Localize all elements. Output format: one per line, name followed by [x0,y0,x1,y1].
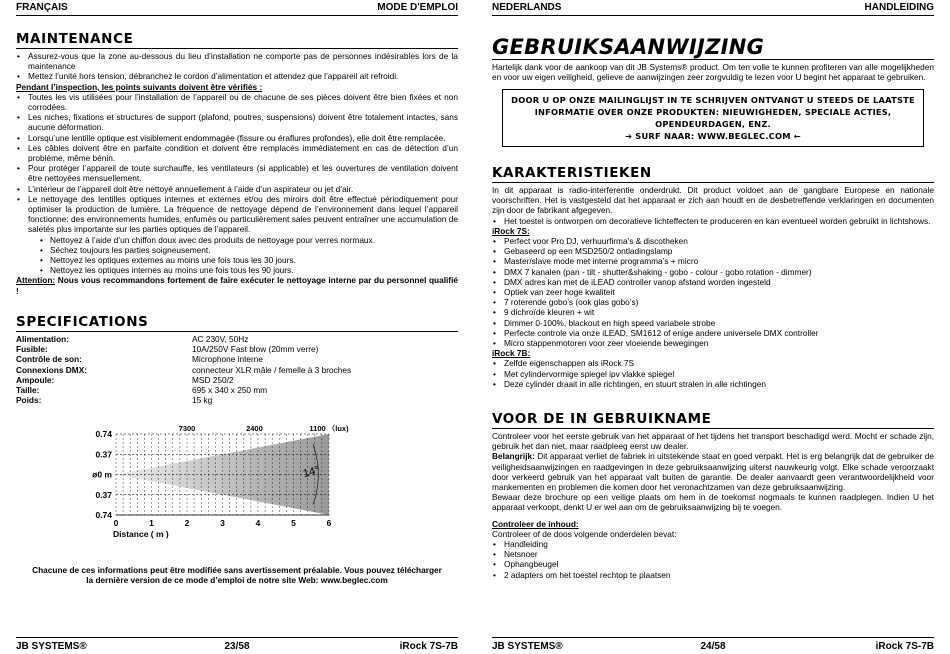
spec-label: Alimentation: [16,334,70,344]
features-title: KARAKTERISTIEKEN [492,166,934,183]
x-tick-label: 5 [291,518,296,528]
page-footer [492,637,934,652]
list-item: • Toutes les vis utilisées pour l’installation de l’appareil ou de chacune de ses pièces doivent être bien fixées et non corrodées. [16,92,458,112]
list-item: • Dimmer 0-100%, blackout en high speed variabele strobe [492,318,934,328]
before-use-p3: Bewaar deze brochure op een veilige plaats om hem in de toekomst nogmaals te kunnen raadplegen. Indien U het apparaat verkoopt, denkt U er wel aan om de gebruiksaanwijzing bij te voegen. [492,492,934,513]
list-item: • Perfecte controle via onze iLEAD, SM1612 of enige andere universele DMX controller [492,328,934,338]
header-doc-type: MODE D'EMPLOI [377,2,458,13]
list-item: • Nettoyez les optiques externes au moins une fois tous les 30 jours. [16,255,458,265]
beam-diagram [74,422,414,542]
x-tick-label: 6 [326,518,332,528]
irock7s-label: iRock 7S: [492,225,530,236]
x-tick-label: 2 [184,518,190,528]
list-item: • Les câbles doivent être en parfaite condition et doivent être remplacés immédiatement en cas de détection d’un problème, même bénin. [16,143,458,163]
list-item: • Optiek van zeer hoge kwaliteit [492,287,934,297]
list-item: • 7 roterende gobo’s (ook glas gobo’s) [492,297,934,307]
list-item: • Le nettoyage des lentilles optiques internes et externes et/ou des miroirs doit être effectué périodiquement pour optimiser la production de lumière. La fréquence de nettoyage dépend de l’environnement dans lequel l’appareil fonctionne: des environnements humides, enfumés ou particulièrement sales peuvent entraîner une accumulation de saletés plus importante sur les parties optiques de l’appareil. [16,194,458,235]
list-item: • Gebaseerd op een MSD250/2 ontladingslamp [492,246,934,256]
features-section [492,166,934,389]
specifications-title: SPECIFICATIONS [16,315,458,332]
specifications-section [16,315,458,405]
header-doc-type: HANDLEIDING [864,2,934,13]
spec-label: Contrôle de son: [16,354,82,365]
x-axis-label: Distance ( m ) [113,529,169,539]
list-item: • Zelfde eigenschappen als iRock 7S [492,358,934,368]
inspection-heading: Pendant l’inspection, les points suivants doivent être vérifiés : [16,81,263,92]
list-item: • Handleiding [492,539,934,549]
y-tick-label: ø0 m [92,469,112,480]
before-use-section [492,412,934,580]
maintenance-section [16,32,458,296]
footer-model: iRock 7S-7B [399,641,458,652]
mailing-text: DOOR U OP ONZE MAILINGLIJST IN TE SCHRIJVEN ONTVANGT U STEEDS DE LAATSTE INFORMATIE OVER ONZE PRODUKTEN: NIEUWIGHEDEN, SPECIALE ACTIES, OPENDEURDAGEN, ENZ. [511,95,915,130]
mailing-link[interactable]: ➔ SURF NAAR: WWW.BEGLEC.COM ← [625,131,801,142]
list-item: • Les niches, fixations et structures de support (plafond, poutres, suspensions) doivent être totalement intactes, sans aucune déformation. [16,112,458,132]
list-item: • Met cylindervormige spiegel ipv vlakke spiegel [492,369,934,379]
important-text: Dit apparaat verliet de fabriek in uitstekende staat en goed verpakt. Het is erg belangrijk dat de gebruiker de veiligheidsaanwijzingen en raadgevingen in deze gebruiksaanwijzing uiterst nauwkeurig volgt. Elke schade veroorzaakt door verkeerd gebruik van het apparaat valt buiten de garantie. De dealer aanvaardt geen verantwoordelijkheid voor mankementen en problemen die komen door het veronachtzamen van deze gebruiksaanwijzing. [492,451,934,493]
footer-model: iRock 7S-7B [875,641,934,652]
y-tick-label: 0.74 [95,429,112,439]
list-item: • Perfect voor Pro DJ, verhuurfirma’s & discotheken [492,236,934,246]
irock7b-label: iRock 7B: [492,348,531,359]
disclaimer-note: Chacune de ces informations peut être modifiée sans avertissement préalable. Vous pouvez télécharger la dernière version de ce mode d’emploi de notre site Web: www.beglec.com [32,565,442,586]
left-page [0,0,474,654]
footer-brand: JB SYSTEMS® [16,641,87,652]
right-page [476,0,950,654]
maintenance-list [16,51,458,82]
manual-title: GEBRUIKSAANWIJZING [492,36,934,60]
attention-text: Nous vous recommandons fortement de faire exécuter le nettoyage interne par du personnel qualifié ! [16,275,458,296]
list-item: • Séchez toujours les parties soigneusement. [16,245,458,255]
x-tick-label: 1 [149,518,154,528]
spec-value: connecteur XLR mâle / femelle à 3 broches [192,364,352,375]
spec-value: MSD 250/2 [192,374,234,385]
footer-brand: JB SYSTEMS® [492,641,563,652]
spec-label: Taille: [16,385,40,396]
x-tick-label: 0 [113,518,119,528]
lux-label: 7300 [178,424,196,433]
list-item: • DMX adres kan met de iLEAD controller vanop afstand worden ingesteld [492,277,934,287]
y-tick-label: 0.37 [95,489,112,500]
list-item: • 2 adapters om het toestel rechtop te plaatsen [492,570,934,580]
spec-value: AC 230V, 50Hz [192,334,249,344]
list-item: • Master/slave mode met interne programma’s + micro [492,256,934,266]
list-item: • 9 dichroïde kleuren + wit [492,307,934,317]
list-item: • Lorsqu’une lentille optique est visiblement endommagée (fissure ou éraflures profondes), elle doit être remplacée. [16,133,458,143]
list-item: • Het toestel is ontworpen om decoratieve lichteffecten te produceren en kan eventueel worden gebruikt in lichtshows. [492,216,934,226]
list-item: • Ophangbeugel [492,559,934,569]
page-header [16,2,458,16]
list-item: • Pour protéger l’appareil de toute surchauffe, les ventilateurs (si applicable) et les ouvertures de ventilation doivent être nettoyées mensuellement. [16,163,458,183]
before-use-title: VOOR DE IN GEBRUIKNAME [492,412,934,429]
list-item: • DMX 7 kanalen (pan - tilt - shutter&shaking - gobo - colour - gobo rotation - dimmer) [492,267,934,277]
contents-list [492,539,934,580]
spec-value: 695 x 340 x 250 mm [192,385,268,396]
attention-note [16,275,458,295]
list-item: • Deze cylinder draait in alle richtingen, en stuurt stralen in alle richtingen [492,379,934,389]
list-item: • Micro stappenmotoren voor zeer vloeiende bewegingen [492,338,934,348]
x-tick-label: 4 [255,518,261,528]
y-tick-label: 0.74 [95,510,112,520]
attention-label: Attention: [16,275,56,286]
footer-page: 23/58 [224,641,250,652]
mailing-box [502,89,924,147]
spec-value: 10A/250V Fast blow (20mm verre) [192,344,319,355]
inspection-list [16,92,458,235]
spec-table [16,334,458,405]
list-item: • Netsnoer [492,549,934,559]
spec-value: Microphone interne [192,354,264,365]
before-use-p2 [492,451,934,492]
y-tick-label: 0.37 [95,449,112,460]
spec-label: Ampoule: [16,374,55,385]
list-item: • Nettoyez à l’aide d’un chiffon doux avec des produits de nettoyage pour verres normaux. [16,235,458,245]
spec-label: Poids: [16,395,42,406]
page-footer [16,637,458,652]
maintenance-title: MAINTENANCE [16,32,458,49]
page-header [492,2,934,16]
intro-text: Hartelijk dank voor de aankoop van dit JB Systems® product. Om ten volle te kunnen profiteren van alle mogelijkheden en voor uw eigen veiligheid, gelieve de aanwijzingen zeer zorgvuldig te lezen voor U begint het apparaat te gebruiken. [492,62,934,83]
spec-label: Fusible: [16,344,48,355]
list-item: • Assurez-vous que la zone au-dessous du lieu d’installation ne comporte pas de personnes indésirables lors de la maintenance [16,51,458,71]
features-general-list [492,216,934,226]
irock7b-list [492,358,934,389]
angle-label: 14° [301,464,322,481]
header-language: NEDERLANDS [492,2,562,13]
list-item: • Mettez l’unité hors tension, débranchez le cordon d’alimentation et attendez que l’appareil ait refroidi. [16,71,458,81]
x-tick-label: 3 [220,518,225,528]
list-item: • L’intérieur de l’appareil doit être nettoyé annuellement à l’aide d’un aspirateur ou jet d’air. [16,184,458,194]
spec-label: Connexions DMX: [16,364,87,375]
contents-heading: Controleer de inhoud: [492,518,579,529]
lux-label: 2400 [246,424,263,433]
intro-section [492,36,934,147]
features-intro: In dit apparaat is radio-interferentie onderdrukt. Dit product voldoet aan de gangbare Europese en nationale voorschriften. Het is vastgesteld dat het apparaat er zich aan houdt en de desbetreffende verklaringen en documenten zijn door de fabrikant afgegeven. [492,185,934,216]
header-language: FRANÇAIS [16,2,68,13]
cleaning-list [16,235,458,276]
list-item: • Nettoyez les optiques internes au moins une fois tous les 90 jours. [16,265,458,275]
footer-page: 24/58 [700,641,726,652]
spec-value: 15 kg [192,395,213,406]
irock7s-list [492,236,934,348]
contents-intro: Controleer of de doos volgende onderdelen bevat: [492,528,677,539]
important-label: Belangrijk: [492,451,535,462]
lux-label: 1100 （lux) [309,424,349,433]
before-use-p1: Controleer voor het eerste gebruik van het apparaat of het tijdens het transport beschadigd werd. Mocht er schade zijn, gebruik het dan niet, maar raadpleeg eerst uw dealer. [492,431,934,452]
